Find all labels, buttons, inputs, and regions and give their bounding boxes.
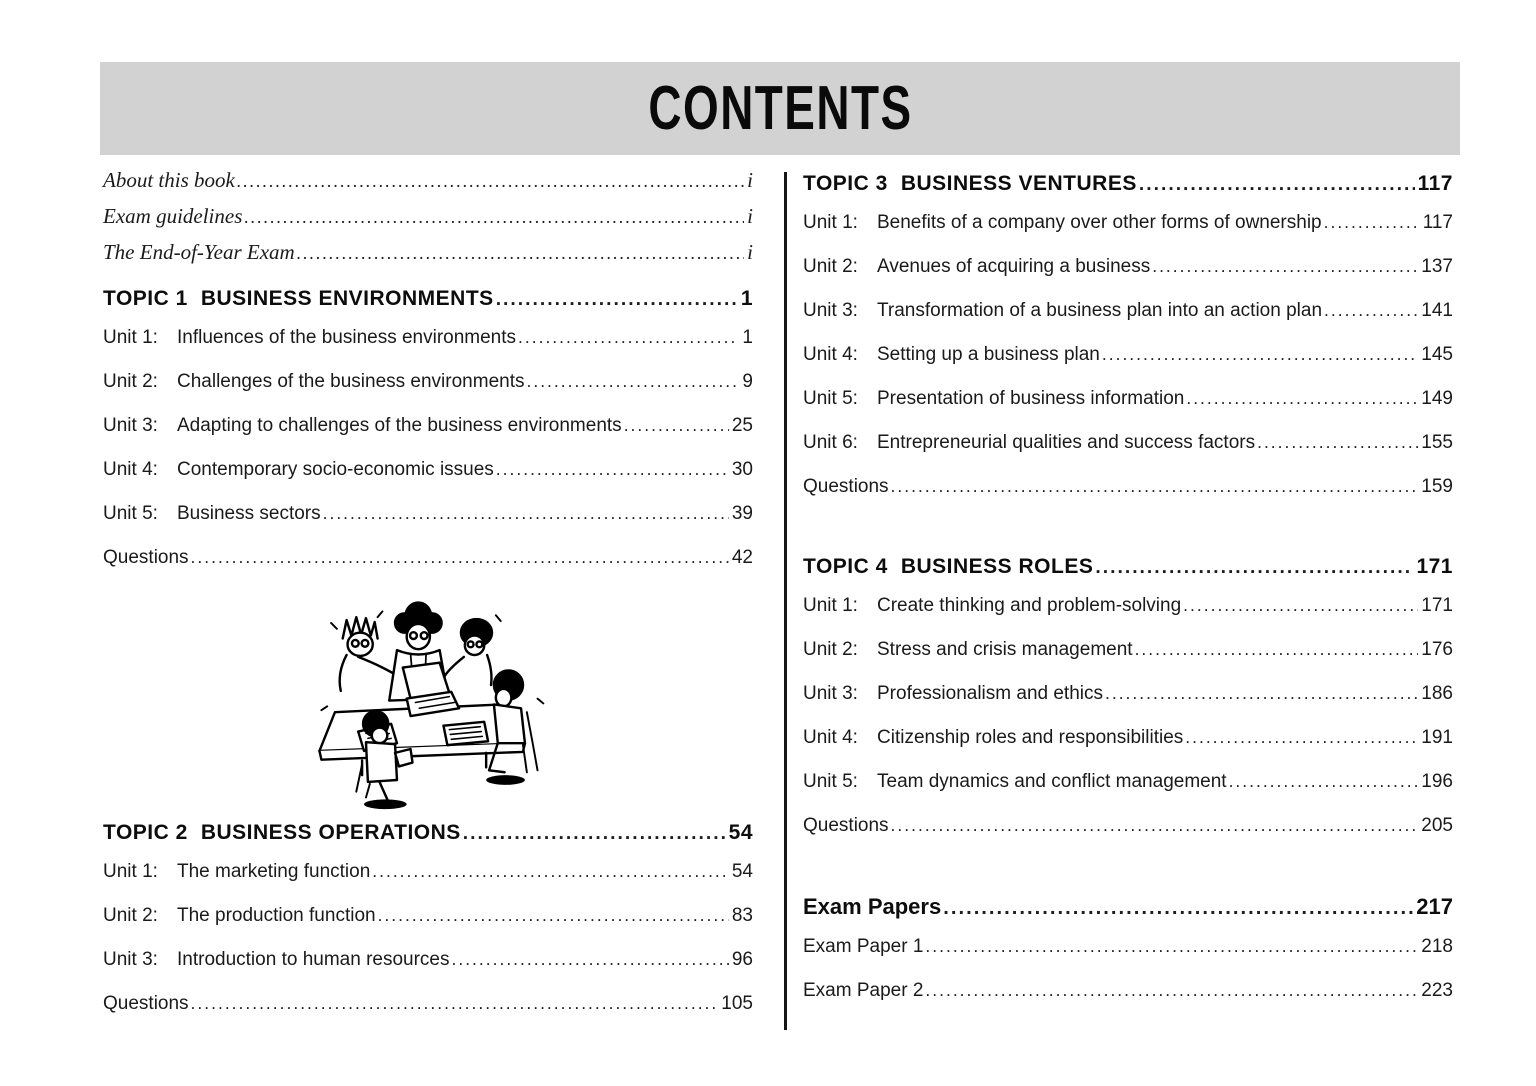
entry-title: Stress and crisis management: [877, 639, 1133, 660]
team-meeting-cartoon-svg: [302, 590, 554, 813]
page-number: 145: [1421, 344, 1453, 365]
page-number: 141: [1421, 300, 1453, 321]
right-column: [803, 168, 1453, 1023]
entry-title: About this book: [103, 168, 235, 192]
page-number: 191: [1421, 727, 1453, 748]
toc-entry: [803, 979, 1453, 1002]
entry-title: Professionalism and ethics: [877, 683, 1103, 704]
topic-heading: [803, 172, 1453, 196]
dot-leader: [526, 370, 739, 392]
entry-title: The marketing function: [177, 861, 371, 882]
front-matter-entry: [103, 204, 753, 229]
dot-leader: [191, 546, 729, 568]
page-number: 171: [1421, 595, 1453, 616]
entry-title: Setting up a business plan: [877, 344, 1100, 365]
toc-entry: [103, 904, 753, 927]
page-number: 155: [1421, 432, 1453, 453]
entry-title: Avenues of acquiring a business: [877, 256, 1151, 277]
dot-leader: [1257, 431, 1418, 453]
dot-leader: [323, 502, 729, 524]
toc-entry: [803, 935, 1453, 958]
page-number: 54: [728, 821, 753, 844]
dot-leader: [463, 823, 726, 845]
dot-leader: [1229, 770, 1419, 792]
entry-title: The production function: [177, 905, 376, 926]
page-number: 42: [731, 547, 753, 568]
page-number: 171: [1416, 555, 1453, 578]
dot-leader: [237, 171, 744, 192]
entry-title: Influences of the business environments: [177, 327, 517, 348]
page-number: i: [747, 204, 753, 228]
topic-title: BUSINESS ROLES: [900, 555, 1094, 578]
toc-entry: [803, 211, 1453, 234]
page-number: 186: [1421, 683, 1453, 704]
page-number: 9: [742, 371, 753, 392]
entry-title: Exam Paper 2: [803, 980, 924, 1001]
entry-title: Transformation of a business plan into an action plan: [877, 300, 1323, 321]
dot-leader: [891, 475, 1419, 497]
page-number: 25: [731, 415, 753, 436]
unit-label: Unit 3:: [803, 300, 858, 321]
topic-heading: [103, 821, 753, 845]
page-number: 96: [731, 949, 753, 970]
topic-heading: [803, 555, 1453, 579]
page-number: 149: [1421, 388, 1453, 409]
unit-label: Unit 1:: [803, 595, 858, 616]
toc-entry: [803, 594, 1453, 617]
dot-leader: [518, 326, 739, 348]
toc-entry-questions: [803, 475, 1453, 498]
page-number: 39: [731, 503, 753, 524]
unit-label: Unit 2:: [803, 639, 858, 660]
toc-entry: [103, 370, 753, 393]
entry-title: Citizenship roles and responsibilities: [877, 727, 1184, 748]
dot-leader: [1185, 726, 1418, 748]
entry-title: Benefits of a company over other forms of ownership: [877, 212, 1322, 233]
dot-leader: [1324, 211, 1420, 233]
page-number: 54: [731, 861, 753, 882]
entry-title: Exam Papers: [803, 894, 942, 919]
unit-label: Unit 5:: [103, 503, 158, 524]
topic-number: TOPIC 2: [103, 821, 188, 844]
entry-title: Questions: [103, 993, 189, 1014]
dot-leader: [891, 814, 1419, 836]
toc-entry-questions: [103, 992, 753, 1015]
contents-banner: [100, 62, 1460, 155]
toc-entry: [103, 860, 753, 883]
page-number: 83: [731, 905, 753, 926]
entry-title: Questions: [103, 547, 189, 568]
entry-title: Questions: [803, 476, 889, 497]
dot-leader: [297, 243, 744, 264]
toc-entry: [803, 682, 1453, 705]
team-meeting-illustration: [103, 590, 753, 813]
front-matter-entry: [103, 168, 753, 193]
entry-title: Team dynamics and conflict management: [877, 771, 1227, 792]
topic-heading: [103, 287, 753, 311]
toc-entry: [803, 299, 1453, 322]
dot-leader: [1139, 174, 1415, 196]
topic-title: BUSINESS VENTURES: [900, 172, 1137, 195]
toc-entry: [803, 638, 1453, 661]
left-column: [103, 168, 753, 1036]
dot-leader: [943, 897, 1413, 920]
entry-title: Contemporary socio-economic issues: [177, 459, 494, 480]
entry-title: Challenges of the business environments: [177, 371, 525, 392]
toc-entry: [103, 502, 753, 525]
toc-entry: [103, 948, 753, 971]
entry-title: Exam guidelines: [103, 204, 243, 228]
page-number: 176: [1421, 639, 1453, 660]
page-number: 218: [1421, 936, 1453, 957]
dot-leader: [1095, 557, 1413, 579]
page-number: 1: [742, 327, 753, 348]
page-number: 105: [721, 993, 753, 1014]
dot-leader: [925, 979, 1418, 1001]
toc-entry: [803, 255, 1453, 278]
entry-title: Introduction to human resources: [177, 949, 450, 970]
front-matter-entry: [103, 240, 753, 265]
topic-title: BUSINESS OPERATIONS: [200, 821, 461, 844]
toc-entry: [103, 458, 753, 481]
unit-label: Unit 2:: [803, 256, 858, 277]
page-number: 159: [1421, 476, 1453, 497]
dot-leader: [452, 948, 729, 970]
dot-leader: [1152, 255, 1418, 277]
entry-title: Adapting to challenges of the business environments: [177, 415, 622, 436]
dot-leader: [496, 289, 738, 311]
toc-entry: [803, 431, 1453, 454]
unit-label: Unit 2:: [103, 371, 158, 392]
unit-label: Unit 4:: [103, 459, 158, 480]
topic-number: TOPIC 3: [803, 172, 888, 195]
toc-entry: [803, 726, 1453, 749]
exam-papers-heading: [803, 894, 1453, 920]
page-number: i: [747, 168, 753, 192]
unit-label: Unit 3:: [103, 415, 158, 436]
topic-number: TOPIC 4: [803, 555, 888, 578]
entry-title: Exam Paper 1: [803, 936, 924, 957]
topic-title: BUSINESS ENVIRONMENTS: [200, 287, 494, 310]
dot-leader: [372, 860, 729, 882]
unit-label: Unit 5:: [803, 388, 858, 409]
unit-label: Unit 1:: [803, 212, 858, 233]
unit-label: Unit 4:: [803, 344, 858, 365]
dot-leader: [378, 904, 729, 926]
page-number: 1: [740, 287, 753, 310]
entry-title: Questions: [803, 815, 889, 836]
dot-leader: [244, 207, 744, 228]
dot-leader: [1324, 299, 1418, 321]
dot-leader: [1102, 343, 1418, 365]
page-number: 217: [1416, 894, 1453, 919]
unit-label: Unit 6:: [803, 432, 858, 453]
page-number: 137: [1421, 256, 1453, 277]
dot-leader: [496, 458, 729, 480]
page-number: 30: [731, 459, 753, 480]
toc-entry: [803, 387, 1453, 410]
unit-label: Unit 2:: [103, 905, 158, 926]
page-number: 117: [1417, 172, 1453, 195]
toc-entry: [803, 343, 1453, 366]
dot-leader: [1183, 594, 1418, 616]
entry-title: Create thinking and problem-solving: [877, 595, 1182, 616]
unit-label: Unit 1:: [103, 861, 158, 882]
dot-leader: [1186, 387, 1418, 409]
unit-label: Unit 5:: [803, 771, 858, 792]
entry-title: Entrepreneurial qualities and success factors: [877, 432, 1256, 453]
dot-leader: [191, 992, 719, 1014]
toc-entry-questions: [103, 546, 753, 569]
unit-label: Unit 3:: [103, 949, 158, 970]
topic-number: TOPIC 1: [103, 287, 188, 310]
toc-entry: [803, 770, 1453, 793]
unit-label: Unit 1:: [103, 327, 158, 348]
page-number: i: [747, 240, 753, 264]
column-divider: [784, 172, 787, 1030]
toc-entry: [103, 326, 753, 349]
page-title: CONTENTS: [647, 74, 913, 143]
dot-leader: [1105, 682, 1418, 704]
toc-entry-questions: [803, 814, 1453, 837]
page-number: 196: [1421, 771, 1453, 792]
dot-leader: [624, 414, 729, 436]
page-number: 205: [1421, 815, 1453, 836]
dot-leader: [925, 935, 1418, 957]
entry-title: Presentation of business information: [877, 388, 1185, 409]
toc-entry: [103, 414, 753, 437]
dot-leader: [1135, 638, 1419, 660]
unit-label: Unit 4:: [803, 727, 858, 748]
unit-label: Unit 3:: [803, 683, 858, 704]
entry-title: Business sectors: [177, 503, 321, 524]
entry-title: The End-of-Year Exam: [103, 240, 295, 264]
page-number: 223: [1421, 980, 1453, 1001]
page-number: 117: [1422, 212, 1453, 233]
